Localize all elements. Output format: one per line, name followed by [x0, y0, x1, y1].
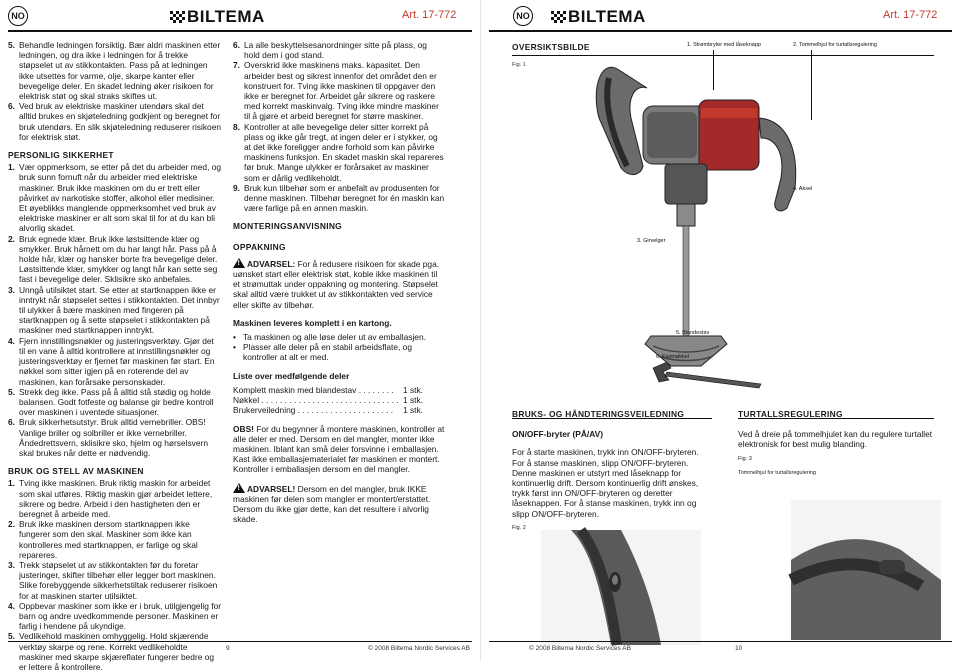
- fig1-label: Fig. 1: [512, 62, 526, 68]
- part-label-1: 1. Strømbryter med låseknapp: [687, 42, 761, 48]
- onoff-switch-photo: [541, 530, 701, 645]
- fig3-label: Fig. 3: [738, 455, 752, 462]
- section-bruk-og-stell: BRUK OG STELL AV MASKINEN: [8, 466, 144, 477]
- page-footer: [489, 641, 952, 655]
- leader-line-2: [811, 50, 812, 120]
- list-item: Nøkkel . . . . . . . . . . . . . . . . . . . . . . . . . . . . . . 1 stk.: [233, 395, 423, 406]
- page-footer: [8, 641, 472, 655]
- mixer-overview-illustration: [581, 48, 811, 388]
- part-label-5: 5. Blandestav: [676, 330, 710, 336]
- page-number: 9: [226, 645, 230, 652]
- header-rule: [8, 30, 472, 32]
- warning-triangle-icon: [233, 258, 245, 268]
- checkered-flag-icon: [551, 11, 566, 23]
- right-column-1: BRUKS- OG HÅNDTERINGSVEILEDNING ON/OFF-bryter (PÅ/AV) For å starte maskinen, trykk inn ON/OFF-bryteren. For å stanse maskinen, slipp ON/OFF-bryteren. Denne maskinen er utstyrt med låseknapp for kontinuerlig drift. Dersom kontinuerlig drift ønskes, trykk først inn ON/OFF-bryteren og deretter låseknappen. For å stanse maskinen, trykk inn og slipp ON/OFF-bryteren. Fig. 2: [512, 409, 712, 533]
- warning-triangle-icon: [233, 483, 245, 493]
- page-header: [481, 6, 960, 28]
- fig2-label: Fig. 2: [512, 524, 526, 531]
- bullet-icon: •: [233, 332, 236, 343]
- part-label-2: 2. Tommelhjul for turtallsregulering: [793, 42, 877, 48]
- thumbwheel-photo: [791, 500, 941, 640]
- header-rule: [489, 30, 952, 32]
- part-label-4: 4. Aksel: [793, 186, 813, 192]
- section-turtallsregulering: TURTALLSREGULERING: [738, 409, 843, 419]
- parts-list-heading: Liste over medfølgende deler: [233, 370, 350, 381]
- onoff-heading: ON/OFF-bryter (PÅ/AV): [512, 429, 604, 440]
- part-label-3: 3. Girvelger: [637, 238, 666, 244]
- section-bruks-handtering: BRUKS- OG HÅNDTERINGSVEILEDNING: [512, 409, 685, 419]
- bullet-icon: •: [233, 342, 236, 353]
- checkered-flag-icon: [170, 11, 185, 23]
- copyright: © 2008 Biltema Nordic Services AB: [368, 645, 470, 652]
- section-oversiktsbilde: OVERSIKTSBILDE: [512, 42, 590, 52]
- fig3-caption: Tommelhjul for turtallsregulering: [738, 469, 816, 476]
- part-label-6: 6. Fastnøkkel: [656, 354, 690, 360]
- section-personlig-sikkerhet: PERSONLIG SIKKERHET: [8, 150, 114, 161]
- biltema-logo: BILTEMA: [170, 7, 265, 27]
- left-column-2: 6. La alle beskyttelsesanordninger sitte på plass, og hold dem i god stand. 7. Overskrid ikke maskinens maks. kapasitet. Den arbeider best og sikrest innenfor det området den er konstruert for. Tving ikke maskinen til oppgaver den ikke er beregnet for. Arbeidet går sikrere og raskere med korrekt maskinvalg. Tving ikke mindre maskiner til å gjøre et arbeid beregnet for større maskiner. 8. Kontroller at alle bevegelige deler sitter korrekt på plass og ikke går tregt, at ingen deler er i stykker, og at det ikke foreligger andre forhold som kan påvirke maskinens funksjon. En skadet maskin skal repareres før bruk. Mange ulykker er forårsaket av maskiner som er dårlig vedlikeholdt. 9. Bruk kun tilbehør som er anbefalt av produsenten for denne maskinen. Tilbehør beregnet for én maskin kan være farlige på en annen maskin. MONTERINGSANVISNING OPPAKNING !ADVARSEL: For å redusere risikoen for skade pga. uønsket start eller elektrisk støt, koble ikke maskinen til et strømuttak under oppakning og montering. Støpselet skal alltid være trukket ut av stikkontakten ved service eller skifte av tilbehør. Maskinen leveres komplett i en kartong. • Ta maskinen og alle løse deler ut av emballasjen. • Plasser alle deler på en stabil arbeidsflate, og kontroller at alt er med. Liste over medfølgende deler Komplett maskin med blandestav . . . . . . . . 1 stk. Nøkkel . . . . . . . . . . . . . . . . . . . . . . . . . . . . . . 1 stk. Brukerveiledning . . . . . . . . . . . . . . . . . . . . . 1 stk. OBS! For du begynner å montere maskinen, kontroller at alle deler er med. Dersom en del mangler, monter ikke maskinen. Iblant kan små deler forsvinne i emballasjen. Kast ikke emballasjematerialet før maskinen er montert. Kontroller i emballasjen dersom en del mangler. !ADVARSEL! Dersom en del mangler, bruk IKKE maskinen før delen som mangler er montert/erstattet. Dersom du ikke gjør dette, kan det resultere i alvorlig skade.: [233, 40, 445, 524]
- left-column-1: 5. Behandle ledningen forsiktig. Bær aldri maskinen etter ledningen, og dra ikke i ledningen for å trekke støpselet ut av stikkontakten. Pass på at ledningen ikke utsettes for varme, olje, skarpe kanter eller bevegelige deler. En skadet ledning øker risikoen for elektrisk støt og skal straks skiftes ut. 6. Ved bruk av elektriske maskiner utendørs skal det alltid brukes en skjøteledning godkjent og beregnet for bruk utendørs. En slik skjøteledning reduserer risikoen for elektrisk støt. PERSONLIG SIKKERHET 1. Vær oppmerksom, se etter på det du arbeider med, og bruk sunn fornuft når du arbeider med elektriske maskiner. Bruk ikke maskinen om du er trett eller påvirket av narkotiske stoffer, alkohol eller medisiner. Et øyeblikks manglende oppmerksomhet ved bruk av elektriske maskiner er alt som skal til for at du kan bli alvorlig skadet. 2. Bruk egnede klær. Bruk ikke løstsittende klær og smykker. Bruk hårnett om du har langt hår. Pass på å holde hår, klær og hansker borte fra bevegelige deler. Løstsittende klær, smykker og langt hår kan sette seg fast i bevegelige deler. Sklisikre sko anbefales. 3. Unngå utilsiktet start. Se etter at startknappen ikke er inntrykt når støpselet settes i stikkontakten. Det innbyr til ulykker å bære maskinen med fingeren på startknappen og å sette støpselet i stikkontakten på maskiner med startknappen inntrykt. 4. Fjern innstillingsnøkler og justeringsverktøy. Gjør det til en vane å alltid kontrollere at innstillingsnøkler og justeringsverktøy er fjernet før maskinen før start. En nøkkel som sitter igjen på en roterende del av maskinen, kan forårsake personskader. 5. Strekk deg ikke. Pass på å alltid stå stødig og holde balansen. Godt fotfeste og balanse gir bedre kontroll over maskinen i uventede situasjoner. 6. Bruk sikkerhetsutstyr. Bruk alltid vernebriller. OBS! Vanlige briller og solbriller er ikke vernebriller. Åndedrettsvern, sklisikre sko, hjelm og hørselsvern skal brukes når dette er nødvendig. BRUK OG STELL AV MASKINEN 1. Tving ikke maskinen. Bruk riktig maskin for arbeidet som skal utføres. Riktig maskin gjør arbeidet lettere, sikrere og bedre. Arbeid i den hastigheten den er beregnet å arbeide med. 2. Bruk ikke maskinen dersom startknappen ikke fungerer som den skal. Maskiner som ikke kan kontrolleres med startknappen, er farlige og skal repareres. 3. Trekk støpselet ut av stikkontakten før du foretar justeringer, skifter tilbehør eller legger bort maskinen. Slike forebyggende sikkerhetstiltak reduserer risikoen for at maskinen starter utilsiktet. 4. Oppbevar maskiner som ikke er i bruk, utilgjengelig for barn og andre uvedkommende personer. Maskinen er farlig i hendene på ukyndige. 5. Vedlikehold maskinen omhyggelig. Hold skjærende verktøy skarpe og rene. Korrekt vedlikeholdte maskiner med skarpe skjæreflater fungerer bedre og er lettere å kontrollere.: [8, 40, 222, 672]
- copyright: © 2008 Biltema Nordic Services AB: [529, 645, 631, 652]
- article-number: Art. 17-772: [883, 9, 938, 21]
- right-column-2: TURTALLSREGULERING Ved å dreie på tommelhjulet kan du regulere turtallet elektronisk for best mulig blanding. Fig. 3 Tommelhjul for turtallsregulering: [738, 409, 934, 478]
- leader-line-1: [713, 50, 714, 90]
- section-monteringsanvisning: MONTERINGSANVISNING: [233, 221, 342, 232]
- list-item: Komplett maskin med blandestav . . . . . . . . 1 stk.: [233, 384, 423, 395]
- section-oppakning: OPPAKNING: [233, 241, 286, 252]
- levert-heading: Maskinen leveres komplett i en kartong.: [233, 317, 392, 328]
- page-header: [0, 6, 480, 28]
- page-right: [480, 0, 960, 661]
- wrench-illustration: [649, 360, 769, 390]
- language-badge: NO: [8, 6, 28, 26]
- language-badge: NO: [513, 6, 533, 26]
- article-number: Art. 17-772: [402, 9, 457, 21]
- list-item: Brukerveiledning . . . . . . . . . . . . . . . . . . . . . 1 stk.: [233, 405, 423, 416]
- biltema-logo: BILTEMA: [551, 7, 646, 27]
- page-number: 10: [735, 645, 743, 652]
- parts-list: [233, 385, 423, 416]
